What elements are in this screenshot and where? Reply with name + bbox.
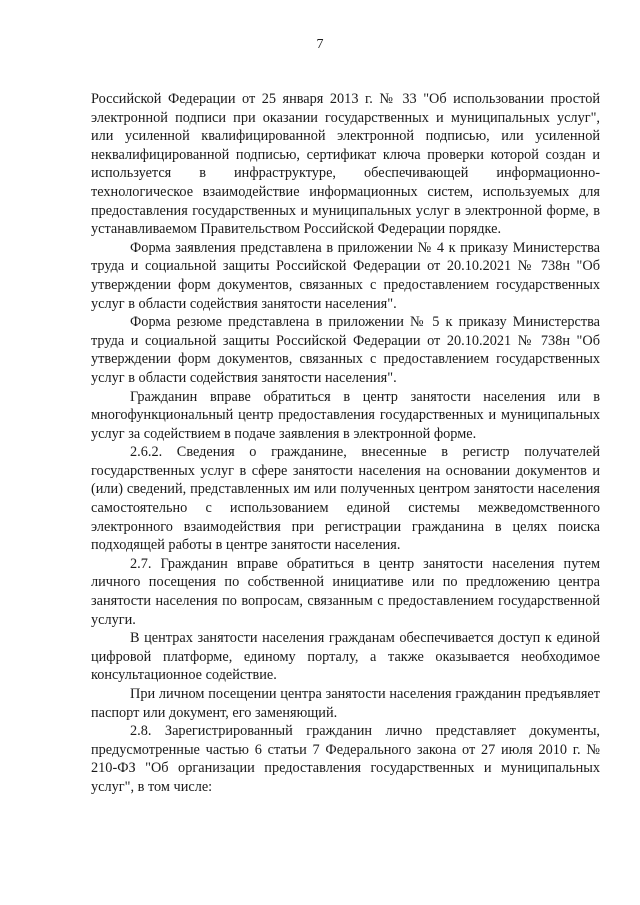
paragraph-2: Форма заявления представлена в приложении № 4 к приказу Министерства труда и социальной защиты Российской Федерации от 20.10.2021 № 738н "Об утверждении форм документов, связанных с предоставлением государственных услуг в области содействия занятости населения". [91,239,600,312]
document-body [91,90,600,797]
paragraph-5: 2.6.2. Сведения о гражданине, внесенные в регистр получателей государственных услуг в сфере занятости населения на основании документов и (или) сведений, представленных им или полученных центром занятости населения самостоятельно с использованием единой системы межведомственного электронного взаимодействия при регистрации гражданина в целях поиска подходящей работы в центре занятости населения. [91,444,600,554]
paragraph-1: Российской Федерации от 25 января 2013 г. № 33 "Об использовании простой электронной подписи при оказании государственных и муниципальных услуг", или усиленной квалифицированной электронной подписью, или усиленной неквалифицированной подписью, сертификат ключа проверки которой создан и используется в инфраструктуре, обеспечивающей информационно-технологическое взаимодействие информационных систем, используемых для предоставления государственных и муниципальных услуг в электронной форме, в устанавливаемом Правительством Российской Федерации порядке. [91,91,600,238]
paragraph-9: 2.8. Зарегистрированный гражданин лично представляет документы, предусмотренные частью 6 статьи 7 Федерального закона от 27 июля 2010 г. № 210-ФЗ "Об организации предоставления государственных и муниципальных услуг", в том числе: [91,723,600,795]
paragraph-4: Гражданин вправе обратиться в центр занятости населения или в многофункциональный центр предоставления государственных и муниципальных услуг за содействием в подаче заявления в электронной форме. [91,388,600,442]
paragraph-8: При личном посещении центра занятости населения гражданин предъявляет паспорт или документ, его заменяющий. [91,686,600,721]
page-number: 7 [316,37,324,52]
paragraph-7: В центрах занятости населения гражданам обеспечивается доступ к единой цифровой платформе, единому порталу, а также оказывается необходимое консультационное содействие. [91,630,600,684]
paragraph-3: Форма резюме представлена в приложении № 5 к приказу Министерства труда и социальной защиты Российской Федерации от 20.10.2021 № 738н "Об утверждении форм документов, связанных с предоставлением государственных услуг в области содействия занятости населения". [91,314,600,386]
paragraph-6: 2.7. Гражданин вправе обратиться в центр занятости населения путем личного посещения по собственной инициативе или по предложению центра занятости населения по вопросам, связанным с предоставлением государственной услуги. [91,555,600,628]
